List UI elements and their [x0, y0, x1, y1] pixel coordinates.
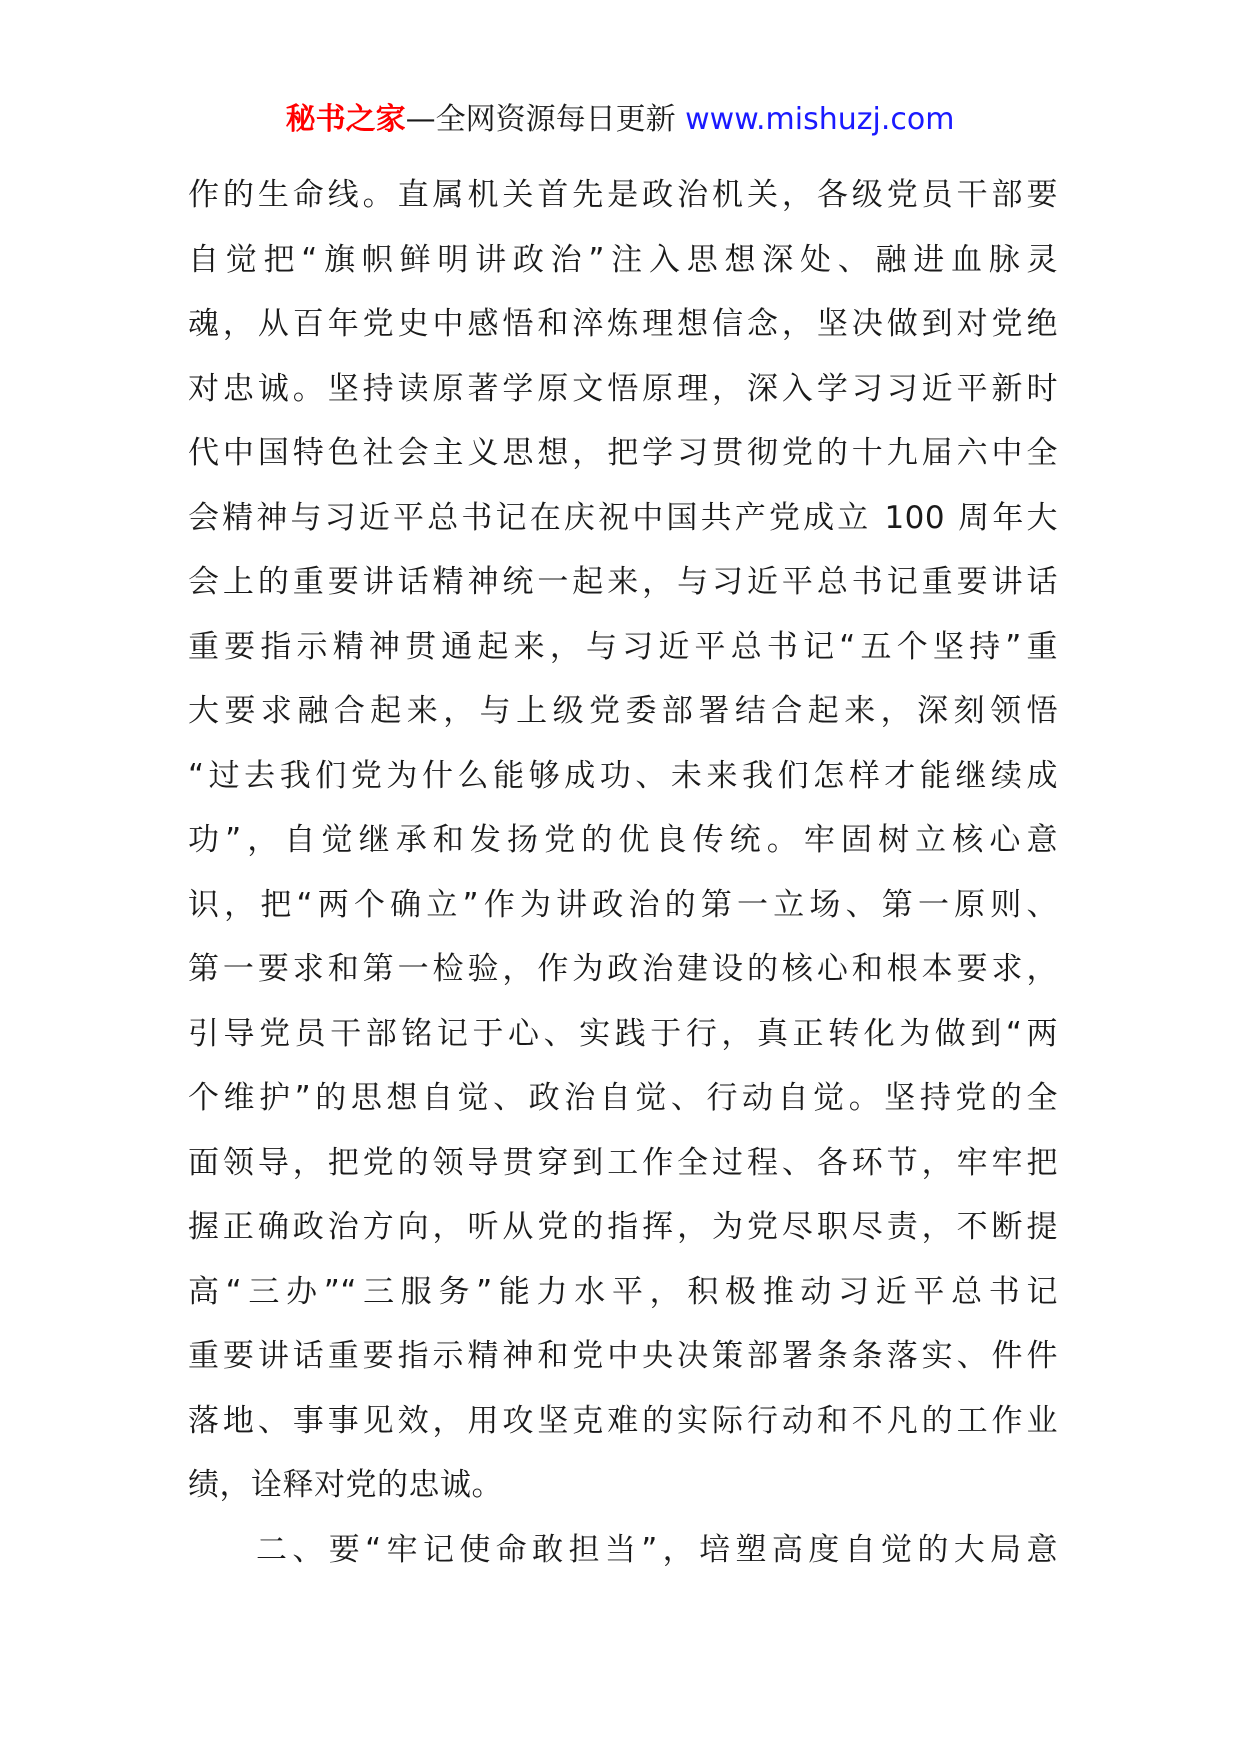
body-line: 落地、事事见效，用攻坚克难的实际行动和不凡的工作业: [188, 1402, 1058, 1439]
site-header: [0, 100, 1240, 140]
body-line: 识，把“两个确立”作为讲政治的第一立场、第一原则、: [188, 886, 1058, 923]
body-line: 自觉把“旗帜鲜明讲政治”注入思想深处、融进血脉灵: [188, 241, 1058, 278]
body-line: 引导党员干部铭记于心、实践于行，真正转化为做到“两: [188, 1015, 1058, 1052]
site-url[interactable]: www.mishuzj.com: [685, 102, 955, 137]
site-brand: 秘书之家: [285, 102, 406, 137]
body-line: “过去我们党为什么能够成功、未来我们怎样才能继续成: [188, 757, 1058, 794]
body-line: 重要指示精神贯通起来，与习近平总书记“五个坚持”重: [188, 628, 1058, 665]
body-line: 功”，自觉继承和发扬党的优良传统。牢固树立核心意: [188, 822, 1058, 858]
body-line: 面领导，把党的领导贯穿到工作全过程、各环节，牢牢把: [188, 1144, 1058, 1181]
body-line: 个维护”的思想自觉、政治自觉、行动自觉。坚持党的全: [188, 1080, 1058, 1116]
body-line: 魂，从百年党史中感悟和淬炼理想信念，坚决做到对党绝: [188, 306, 1058, 342]
document-body: [188, 163, 1058, 1582]
body-line: 第一要求和第一检验，作为政治建设的核心和根本要求，: [188, 951, 1058, 987]
body-line: 代中国特色社会主义思想，把学习贯彻党的十九届六中全: [188, 435, 1058, 471]
body-line: 高“三办”“三服务”能力水平，积极推动习近平总书记: [188, 1273, 1058, 1310]
section-heading-line: 二、要“牢记使命敢担当”，培塑高度自觉的大局意: [256, 1531, 1058, 1568]
body-line: 重要讲话重要指示精神和党中央决策部署条条落实、件件: [188, 1338, 1058, 1374]
site-tagline: —全网资源每日更新: [405, 102, 686, 137]
body-line: 握正确政治方向，听从党的指挥，为党尽职尽责，不断提: [188, 1209, 1058, 1245]
body-line: 会上的重要讲话精神统一起来，与习近平总书记重要讲话: [188, 564, 1058, 600]
body-line: 会精神与习近平总书记在庆祝中国共产党成立 100 周年大: [188, 499, 1058, 536]
body-line: 作的生命线。直属机关首先是政治机关，各级党员干部要: [188, 177, 1058, 213]
body-line-paragraph-end: 绩，诠释对党的忠诚。: [188, 1467, 503, 1503]
body-line: 对忠诚。坚持读原著学原文悟原理，深入学习习近平新时: [188, 370, 1058, 407]
body-line: 大要求融合起来，与上级党委部署结合起来，深刻领悟: [188, 693, 1058, 729]
